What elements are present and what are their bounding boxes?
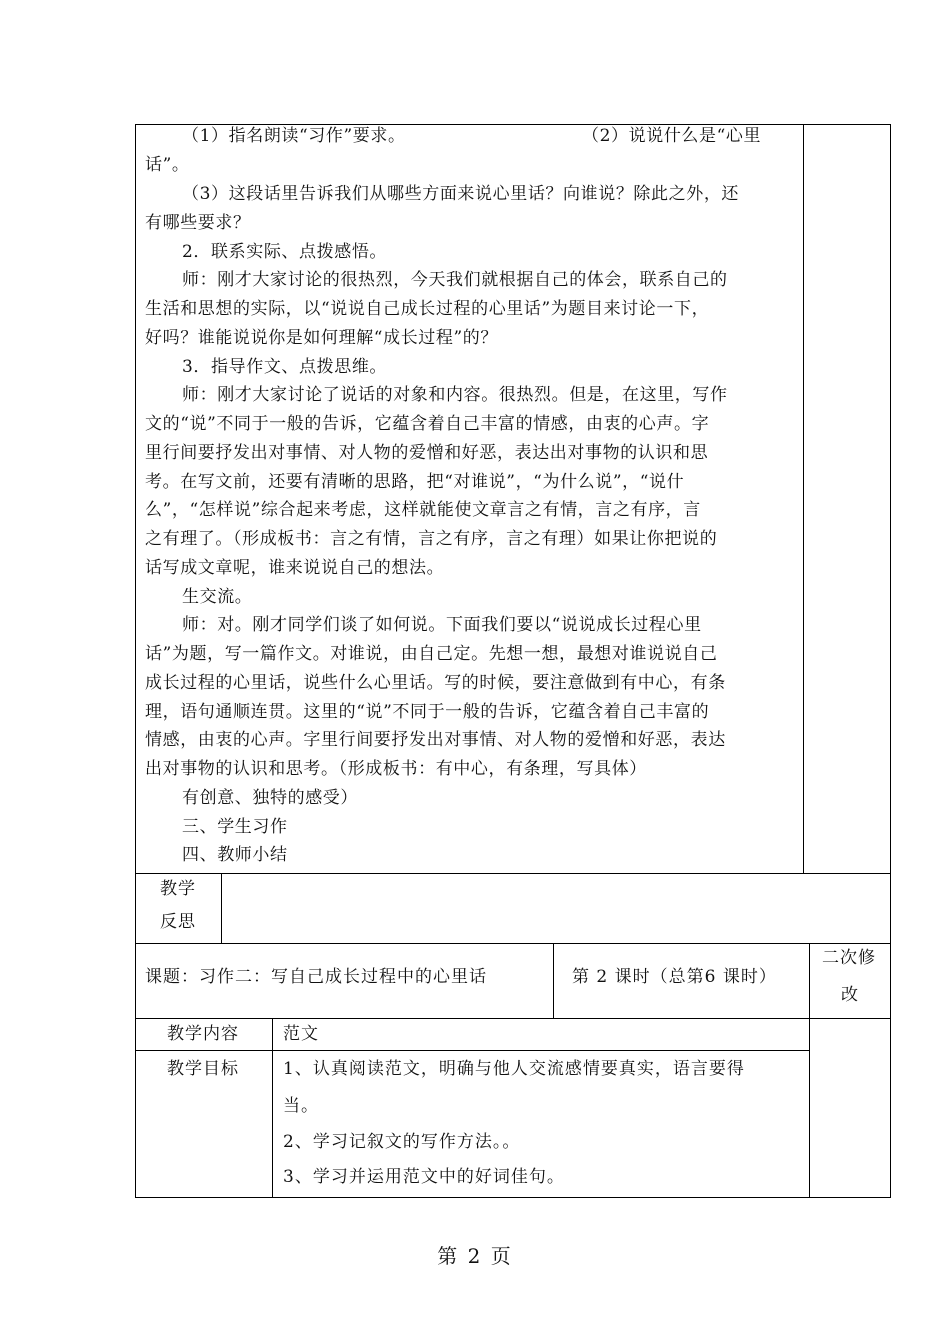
body-text-line: 师：刚才大家讨论了说话的对象和内容。很热烈。但是，在这里，写作 <box>182 385 728 405</box>
body-text-line: 好吗？谁能说说你是如何理解“成长过程”的？ <box>145 328 498 348</box>
body-text-line: 出对事物的认识和思考。（形成板书：有中心，有条理，写具体） <box>145 759 647 779</box>
body-text-line: 3．指导作文、点拨思维。 <box>182 357 388 377</box>
content-label-divider <box>272 1018 273 1198</box>
objective-line: 1、认真阅读范文，明确与他人交流感情要真实，语言要得 <box>283 1059 745 1079</box>
content-top-border <box>135 1018 891 1019</box>
body-text-line: 成长过程的心里话，说些什么心里话。写的时候，要注意做到有中心，有条 <box>145 673 726 693</box>
page-number: 第 2 页 <box>437 1244 513 1268</box>
table-right-border <box>890 124 891 1198</box>
body-text-line: 师：刚才大家讨论的很热烈，今天我们就根据自己的体会，联系自己的 <box>182 270 728 290</box>
body-text-line: （1）指名朗读“习作”要求。 <box>182 126 406 146</box>
lesson-period: 第 2 课时（总第6 课时） <box>572 967 777 987</box>
objectives-label: 教学目标 <box>167 1059 239 1079</box>
objective-line: 3、学习并运用范文中的好词佳句。 <box>283 1167 565 1187</box>
lesson-revision-divider <box>809 943 810 1198</box>
reflection-label-line2: 反思 <box>160 912 196 932</box>
body-text-line: 生交流。 <box>182 587 253 607</box>
reflection-divider <box>221 873 222 943</box>
objective-line: 当。 <box>283 1096 319 1116</box>
body-text-line: 考。在写文前，还要有清晰的思路，把“对谁说”，“为什么说”，“说什 <box>145 472 685 492</box>
revision-label-line2: 改 <box>841 985 859 1005</box>
revision-label-line1: 二次修 <box>822 948 876 968</box>
lesson-period-divider <box>553 943 554 1019</box>
reflection-label-line1: 教学 <box>160 879 196 899</box>
objective-line: 2、学习记叙文的写作方法。。 <box>283 1132 521 1152</box>
body-text-line: 生活和思想的实际，以“说说自己成长过程的心里话”为题目来讨论一下， <box>145 299 710 319</box>
body-text-line: 话”。 <box>145 155 190 175</box>
body-text-line: 之有理了。（形成板书：言之有情，言之有序，言之有理）如果让你把说的 <box>145 529 718 549</box>
content-label: 教学内容 <box>167 1024 239 1044</box>
body-text-line: 有哪些要求？ <box>145 213 251 233</box>
lesson-title: 课题：习作二：写自己成长过程中的心里话 <box>145 967 487 987</box>
body-text-line: 里行间要抒发出对事情、对人物的爱憎和好恶，表达出对事物的认识和思 <box>145 443 709 463</box>
body-text-line: 三、学生习作 <box>182 817 288 837</box>
body-text-line: 理，语句通顺连贯。这里的“说”不同于一般的告诉，它蕴含着自己丰富的 <box>145 702 710 722</box>
body-right-column-divider <box>803 124 804 874</box>
lesson-top-border <box>135 943 891 944</box>
body-text-line: 2．联系实际、点拨感悟。 <box>182 242 388 262</box>
body-text-line: 四、教师小结 <box>182 845 288 865</box>
table-bottom-border <box>135 1197 891 1198</box>
body-text-line: 情感，由衷的心声。字里行间要抒发出对事情、对人物的爱憎和好恶，表达 <box>145 730 726 750</box>
body-text-line: 有创意、独特的感受） <box>182 788 358 808</box>
body-text-line: （2）说说什么是“心里 <box>582 126 762 146</box>
body-text-line: 师：对。刚才同学们谈了如何说。下面我们要以“说说成长过程心里 <box>182 615 702 635</box>
table-left-border <box>135 124 136 1198</box>
body-text-line: （3）这段话里告诉我们从哪些方面来说心里话？向谁说？除此之外，还 <box>182 184 740 204</box>
body-text-line: 文的“说”不同于一般的告诉，它蕴含着自己丰富的情感，由衷的心声。字 <box>145 414 710 434</box>
content-value: 范文 <box>283 1024 319 1044</box>
body-text-line: 话”为题，写一篇作文。对谁说，由自己定。先想一想，最想对谁说说自己 <box>145 644 718 664</box>
body-text-line: 么”，“怎样说”综合起来考虑，这样就能使文章言之有情，言之有序，言 <box>145 500 701 520</box>
body-text-line: 话写成文章呢，谁来说说自己的想法。 <box>145 558 445 578</box>
reflection-top-border <box>135 873 891 874</box>
